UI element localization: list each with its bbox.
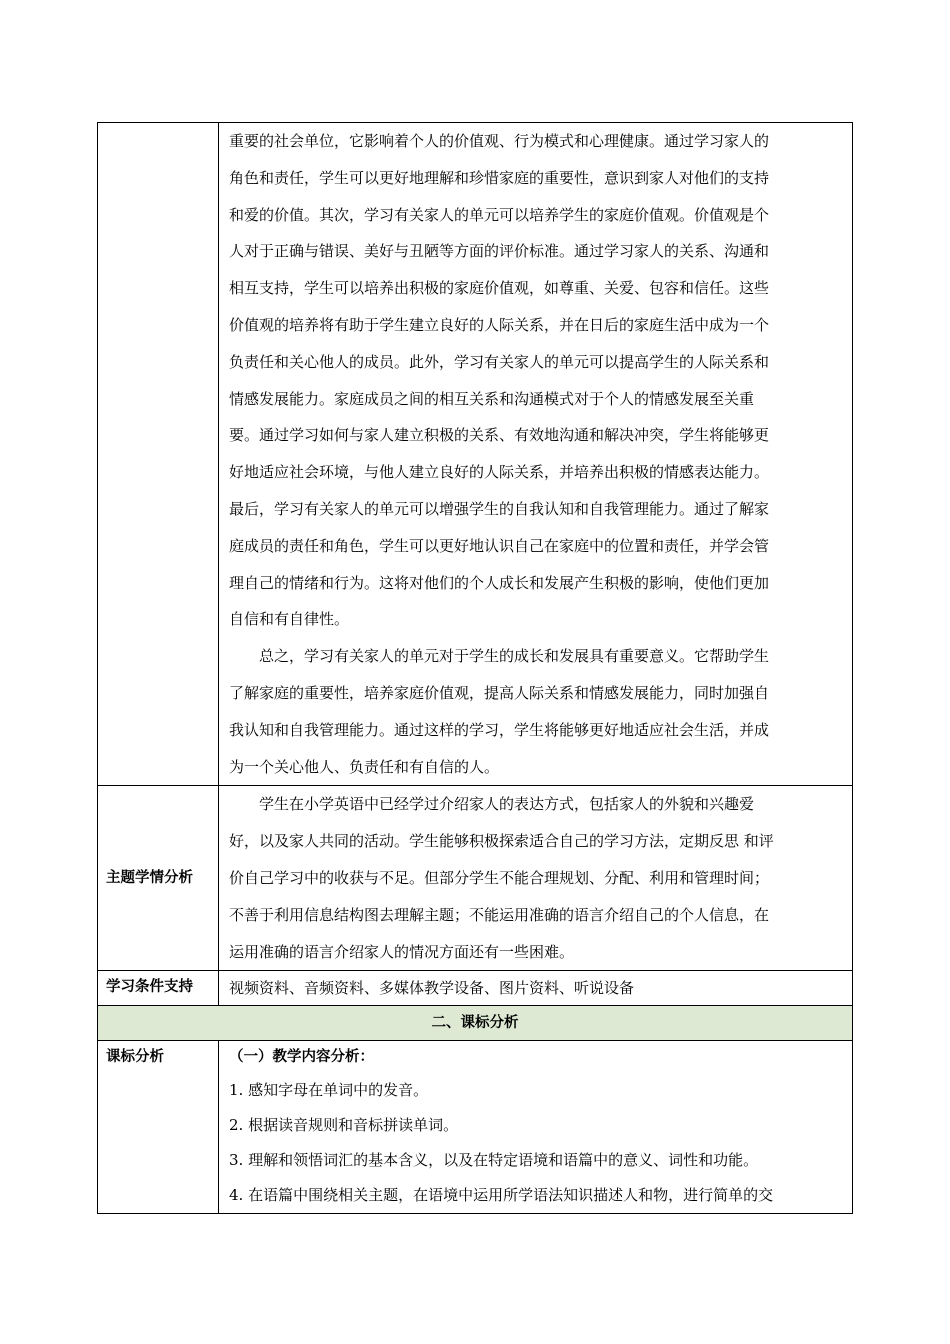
text-line: 总之，学习有关家人的单元对于学生的成长和发展具有重要意义。它帮助学生 [259, 647, 770, 666]
text-line: 庭成员的责任和角色，学生可以更好地认识自己在家庭中的位置和责任，并学会管 [229, 536, 770, 555]
text-line: 角色和责任，学生可以更好地理解和珍惜家庭的重要性，意识到家人对他们的支持 [229, 168, 770, 187]
curriculum-label-cell [98, 1041, 219, 1214]
learning-conditions-value: 视频资料、音频资料、多媒体教学设备、图片资料、听说设备 [229, 979, 635, 998]
section-header-row [98, 1006, 853, 1041]
text-line: 理自己的情绪和行为。这将对他们的个人成长和发展产生积极的影响，使他们更加 [229, 573, 770, 592]
curriculum-item: 2. 根据读音规则和音标拼读单词。 [229, 1116, 459, 1135]
text-line: 要。通过学习如何与家人建立积极的关系、有效地沟通和解决冲突，学生将能够更 [229, 426, 770, 445]
learning-conditions-row [98, 971, 853, 1006]
text-line: 和爱的价值。其次，学习有关家人的单元可以培养学生的家庭价值观。价值观是个 [229, 205, 770, 224]
text-line: 最后，学习有关家人的单元可以增强学生的自我认知和自我管理能力。通过了解家 [229, 499, 770, 518]
learner-analysis-cell [219, 786, 853, 971]
text-line: 价自己学习中的收获与不足。但部分学生不能合理规划、分配、利用和管理时间； [229, 868, 770, 887]
learning-conditions-cell [219, 971, 853, 1006]
text-line: 好，以及家人共同的活动。学生能够积极探索适合自己的学习方法，定期反思 和评 [229, 832, 774, 851]
text-line: 运用准确的语言介绍家人的情况方面还有一些困难。 [229, 942, 575, 961]
learner-analysis-label: 主题学情分析 [106, 870, 193, 887]
curriculum-label: 课标分析 [106, 1049, 164, 1066]
text-line: 了解家庭的重要性，培养家庭价值观，提高人际关系和情感发展能力，同时加强自 [229, 683, 770, 702]
text-line: 人对于正确与错误、美好与丑陋等方面的评价标准。通过学习家人的关系、沟通和 [229, 242, 770, 261]
learning-conditions-label-cell [98, 971, 219, 1006]
curriculum-item: 1. 感知字母在单词中的发音。 [229, 1081, 429, 1100]
learner-analysis-text [219, 786, 852, 970]
text-line: 好地适应社会环境，与他人建立良好的人际关系，并培养出积极的情感表达能力。 [229, 463, 770, 482]
text-line: 不善于利用信息结构图去理解主题；不能运用准确的语言介绍自己的个人信息，在 [229, 905, 770, 924]
curriculum-analysis-row [98, 1041, 853, 1214]
empty-label-cell [98, 123, 219, 786]
text-line: 我认知和自我管理能力。通过这样的学习，学生将能够更好地适应社会生活，并成 [229, 720, 770, 739]
text-line: 重要的社会单位，它影响着个人的价值观、行为模式和心理健康。通过学习家人的 [229, 132, 770, 150]
learning-conditions-label: 学习条件支持 [106, 979, 193, 996]
unit-significance-cell [219, 123, 853, 786]
text-line: 为一个关心他人、负责任和有自信的人。 [229, 757, 500, 776]
section-title: 二、课标分析 [98, 1006, 853, 1041]
text-line: 价值观的培养将有助于学生建立良好的人际关系，并在日后的家庭生活中成为一个 [229, 315, 770, 334]
text-line: 负责任和关心他人的成员。此外，学习有关家人的单元可以提高学生的人际关系和 [229, 352, 770, 371]
unit-significance-row [98, 123, 853, 786]
text-line: 相互支持，学生可以培养出积极的家庭价值观，如尊重、关爱、包容和信任。这些 [229, 279, 770, 298]
curriculum-cell [219, 1041, 853, 1214]
curriculum-item: 3. 理解和领悟词汇的基本含义，以及在特定语境和语篇中的意义、词性和功能。 [229, 1151, 759, 1170]
text-line: 学生在小学英语中已经学过介绍家人的表达方式，包括家人的外貌和兴趣爱 [259, 795, 755, 814]
curriculum-item: 4. 在语篇中围绕相关主题，在语境中运用所学语法知识描述人和物，进行简单的交 [229, 1186, 774, 1205]
teaching-content-heading: （一）教学内容分析： [229, 1049, 374, 1066]
unit-significance-text [219, 123, 852, 638]
lesson-plan-table [97, 122, 853, 1214]
text-line: 自信和有自律性。 [229, 610, 350, 629]
learner-analysis-row [98, 786, 853, 971]
text-line: 情感发展能力。家庭成员之间的相互关系和沟通模式对于个人的情感发展至关重 [229, 389, 755, 408]
learner-analysis-label-cell [98, 786, 219, 971]
unit-summary-text [219, 638, 852, 785]
